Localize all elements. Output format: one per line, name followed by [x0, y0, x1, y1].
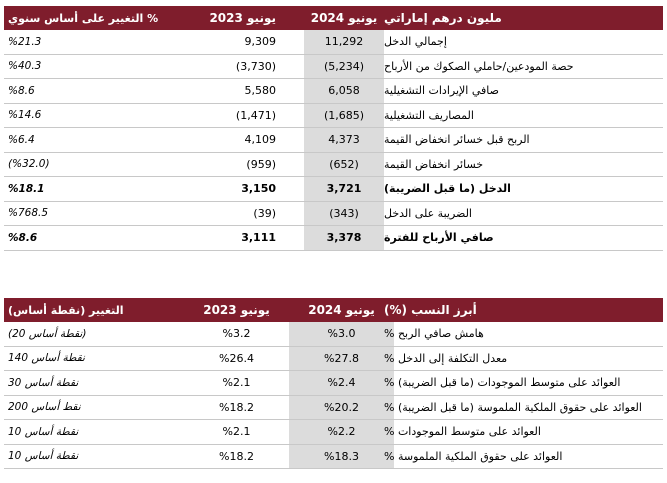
table-row — [4, 153, 663, 178]
table-row — [4, 371, 663, 396]
change-cell: 10 نقطة أساس — [8, 450, 79, 463]
prev-period-cell: 3,150 — [241, 182, 276, 196]
change-cell: %40.3 — [8, 60, 42, 73]
table-row — [4, 177, 663, 202]
row-label: صافي الإيرادات التشغيلية — [384, 84, 499, 98]
prev-period-cell: 5,580 — [244, 84, 276, 98]
row-label: معدل التكلفة إلى الدخل % — [384, 351, 508, 365]
row-label: خسائر انخفاض القيمة — [384, 157, 484, 171]
prev-period-cell: %2.1 — [222, 376, 251, 390]
income-statement-table — [4, 6, 663, 251]
prev-period-cell: %3.2 — [222, 327, 251, 341]
curr-period-cell: %2.2 — [289, 420, 394, 444]
row-label: العوائد على حقوق الملكية الملموسة (ما قبل الضريبة) % — [384, 400, 642, 414]
change-cell: 140 نقطة أساس — [8, 352, 85, 365]
table-row — [4, 226, 663, 251]
row-label: حصة المودعين/حاملي الصكوك من الأرباح — [384, 59, 574, 73]
table-header — [4, 298, 663, 322]
table-row — [4, 79, 663, 104]
curr-period-cell: (652) — [304, 153, 384, 177]
row-label: الدخل (ما قبل الضريبة) — [384, 182, 511, 196]
header-curr-period: يونيو 2024 — [308, 303, 375, 317]
change-cell: (20 نقطة أساس) — [8, 327, 87, 340]
header-change: التغيير (نقطة أساس) — [8, 303, 124, 317]
prev-period-cell: 3,111 — [241, 231, 276, 245]
table-row — [4, 445, 663, 470]
table-row — [4, 104, 663, 129]
table-row — [4, 30, 663, 55]
header-label: أبرز النسب (%) — [384, 303, 477, 317]
curr-period-cell: (343) — [304, 202, 384, 226]
curr-period-cell: %3.0 — [289, 322, 394, 346]
header-change: التغيير على أساس سنوي % — [8, 11, 159, 25]
curr-period-cell: (1,685) — [304, 104, 384, 128]
row-label: العوائد على متوسط الموجودات % — [384, 425, 541, 439]
change-cell: 30 نقطة أساس — [8, 376, 79, 389]
curr-period-cell: %18.3 — [289, 445, 394, 469]
table-row — [4, 322, 663, 347]
table-row — [4, 128, 663, 153]
prev-period-cell: %26.4 — [219, 351, 254, 365]
change-cell: %8.6 — [8, 231, 38, 244]
curr-period-cell: %2.4 — [289, 371, 394, 395]
key-ratios-table — [4, 298, 663, 469]
row-label: الضريبة على الدخل — [384, 206, 472, 220]
change-cell: (%32.0) — [8, 158, 50, 171]
prev-period-cell: 9,309 — [244, 35, 276, 49]
row-label: الربح قبل خسائر انخفاض القيمة — [384, 133, 530, 147]
row-label: العوائد على متوسط الموجودات (ما قبل الضريبة) % — [384, 376, 621, 390]
curr-period-cell: 11,292 — [304, 30, 384, 54]
table-row — [4, 55, 663, 80]
row-label: المصاريف التشغيلية — [384, 108, 474, 122]
prev-period-cell: (39) — [253, 206, 276, 220]
change-cell: %21.3 — [8, 35, 42, 48]
curr-period-cell: %20.2 — [289, 396, 394, 420]
table-row — [4, 420, 663, 445]
change-cell: %14.6 — [8, 109, 42, 122]
prev-period-cell: %18.2 — [219, 449, 254, 463]
row-label: صافي الأرباح للفترة — [384, 231, 494, 245]
header-curr-period: يونيو 2024 — [310, 11, 378, 25]
row-label: هامش صافي الربح % — [384, 327, 484, 341]
prev-period-cell: (3,730) — [235, 59, 276, 73]
row-label: إجمالي الدخل — [384, 35, 447, 49]
table-row — [4, 347, 663, 372]
curr-period-cell: 4,373 — [304, 128, 384, 152]
prev-period-cell: %18.2 — [219, 400, 254, 414]
change-cell: %6.4 — [8, 133, 35, 146]
prev-period-cell: 4,109 — [244, 133, 276, 147]
row-label: العوائد على حقوق الملكية الملموسة % — [384, 449, 563, 463]
table-row — [4, 202, 663, 227]
curr-period-cell: %27.8 — [289, 347, 394, 371]
change-cell: %768.5 — [8, 207, 49, 220]
change-cell: 200 نقط أساس — [8, 401, 81, 414]
change-cell: %8.6 — [8, 84, 35, 97]
prev-period-cell: (959) — [246, 157, 276, 171]
table-header — [4, 6, 663, 30]
header-prev-period: يونيو 2023 — [209, 11, 276, 25]
prev-period-cell: (1,471) — [235, 108, 276, 122]
header-prev-period: يونيو 2023 — [203, 303, 270, 317]
change-cell: %18.1 — [8, 182, 45, 195]
header-label: مليون درهم إماراتي — [384, 11, 502, 25]
prev-period-cell: %2.1 — [222, 425, 251, 439]
table-row — [4, 396, 663, 421]
curr-period-cell: (5,234) — [304, 55, 384, 79]
curr-period-cell: 3,378 — [304, 226, 384, 250]
curr-period-cell: 6,058 — [304, 79, 384, 103]
curr-period-cell: 3,721 — [304, 177, 384, 201]
change-cell: 10 نقطة أساس — [8, 425, 79, 438]
